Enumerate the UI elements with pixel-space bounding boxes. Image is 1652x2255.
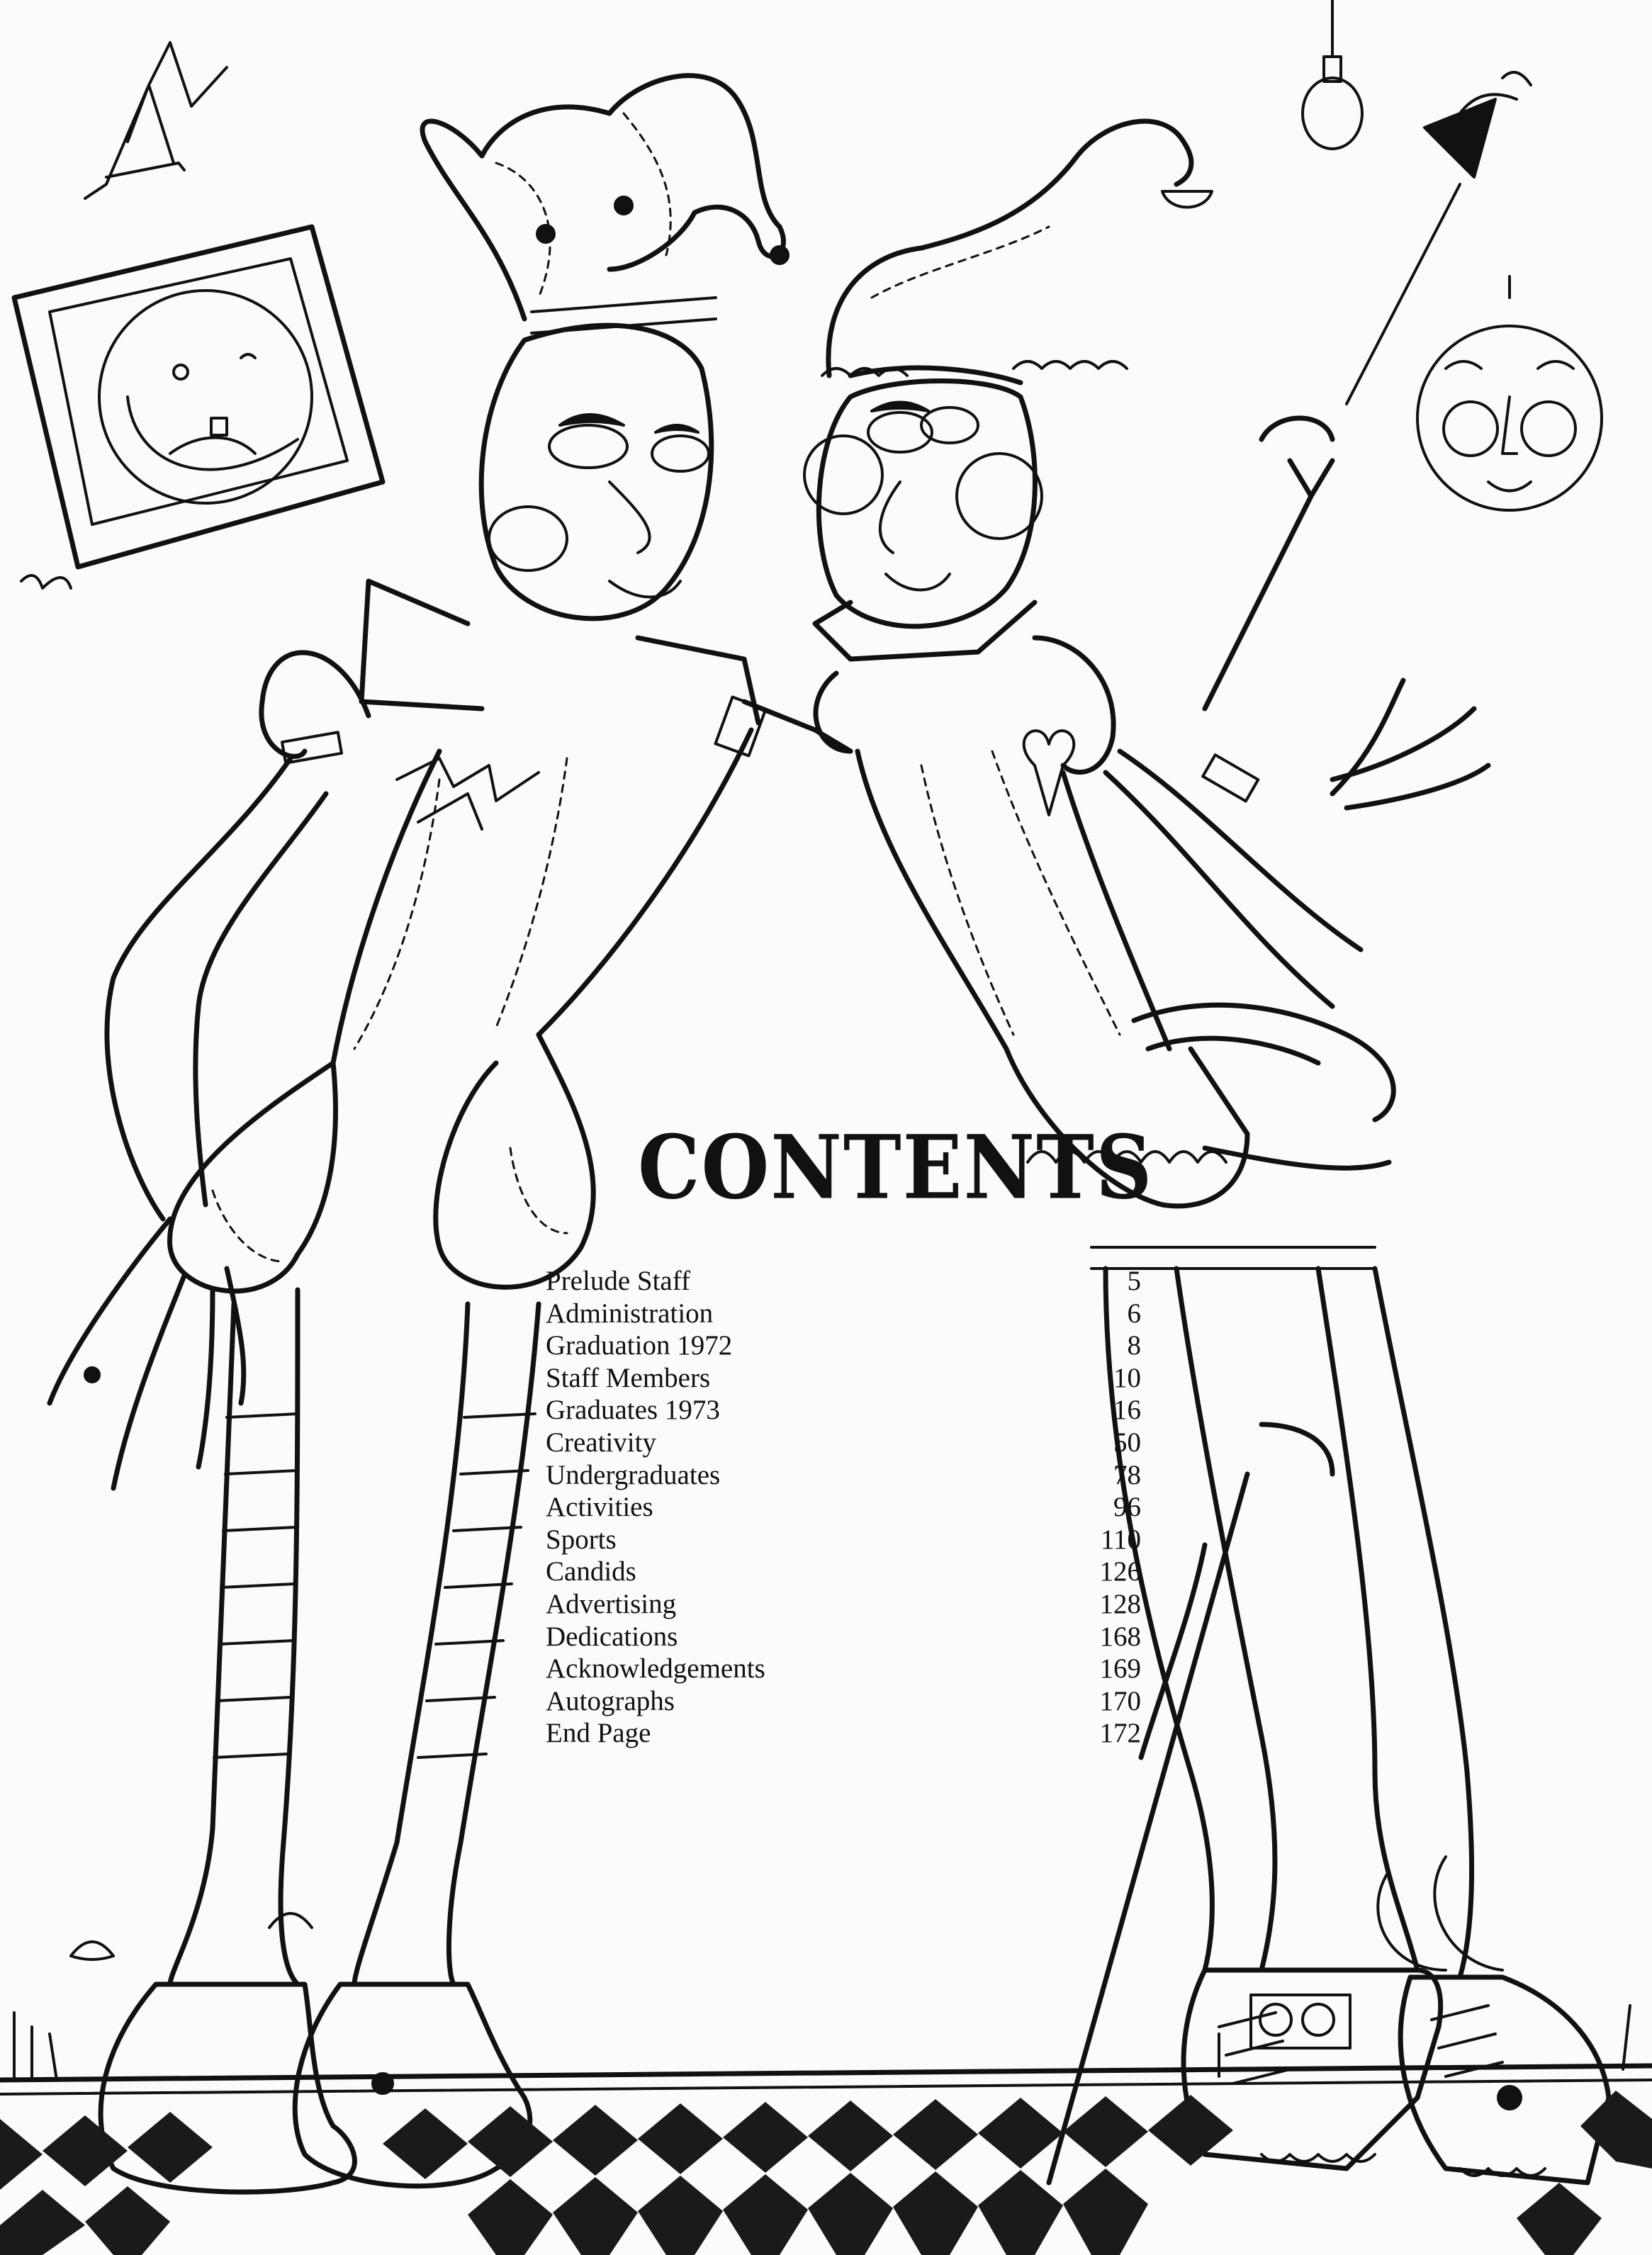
toc-page: 16 [1113, 1395, 1141, 1426]
hanging-picture-frame [14, 43, 383, 588]
toc-entry [546, 1491, 1141, 1524]
toc-entry [546, 1265, 1141, 1298]
toc-page: 10 [1113, 1362, 1141, 1393]
moon-face-ornament [1417, 276, 1602, 510]
toc-entry [546, 1329, 1141, 1362]
toc-entry [546, 1588, 1141, 1621]
toc-page: 50 [1113, 1427, 1141, 1458]
toc-page: 168 [1099, 1621, 1141, 1652]
toc-label: Creativity [546, 1427, 656, 1458]
toc-page: 78 [1113, 1459, 1141, 1490]
toc-label: Sports [546, 1524, 617, 1555]
toc-label: Staff Members [546, 1362, 711, 1393]
light-bulb-icon [1303, 0, 1362, 149]
toc-entry [546, 1653, 1141, 1685]
toc-label: Acknowledgements [546, 1653, 765, 1685]
toc-entry [546, 1459, 1141, 1492]
toc-label: Advertising [546, 1588, 677, 1619]
toc-page: 6 [1127, 1298, 1141, 1329]
toc-entry [546, 1717, 1141, 1750]
toc-page: 96 [1113, 1492, 1141, 1523]
toc-page: 172 [1099, 1718, 1141, 1749]
toc-label: Administration [546, 1298, 714, 1329]
toc-label: Autographs [546, 1685, 675, 1716]
toc-entry [546, 1298, 1141, 1330]
toc-page: 128 [1099, 1588, 1141, 1619]
toc-label: Graduates 1973 [546, 1395, 720, 1426]
toc-entry [546, 1524, 1141, 1556]
toc-label: Dedications [546, 1621, 678, 1652]
toc-entry [546, 1362, 1141, 1395]
checkered-floor [0, 2091, 1652, 2255]
toc-page: 170 [1099, 1685, 1141, 1716]
toc-entry [546, 1685, 1141, 1718]
toc-label: Candids [546, 1556, 636, 1587]
toc-label: Undergraduates [546, 1459, 721, 1490]
table-of-contents [546, 1265, 1141, 1750]
page-title: CONTENTS [638, 1116, 1154, 1219]
toc-entry [546, 1394, 1141, 1427]
toc-label: End Page [546, 1718, 651, 1749]
toc-page: 5 [1127, 1266, 1141, 1296]
wall-outlet [1251, 1995, 1350, 2048]
toc-page: 110 [1100, 1524, 1141, 1555]
toc-entry [546, 1621, 1141, 1653]
toc-page: 126 [1099, 1556, 1141, 1587]
toc-label: Prelude Staff [546, 1266, 690, 1296]
toc-page: 169 [1099, 1653, 1141, 1685]
toc-entry [546, 1427, 1141, 1459]
toc-page: 8 [1127, 1330, 1141, 1361]
toc-entry [546, 1556, 1141, 1588]
toc-label: Graduation 1972 [546, 1330, 733, 1361]
toc-label: Activities [546, 1492, 653, 1523]
star-wand [1347, 72, 1531, 404]
